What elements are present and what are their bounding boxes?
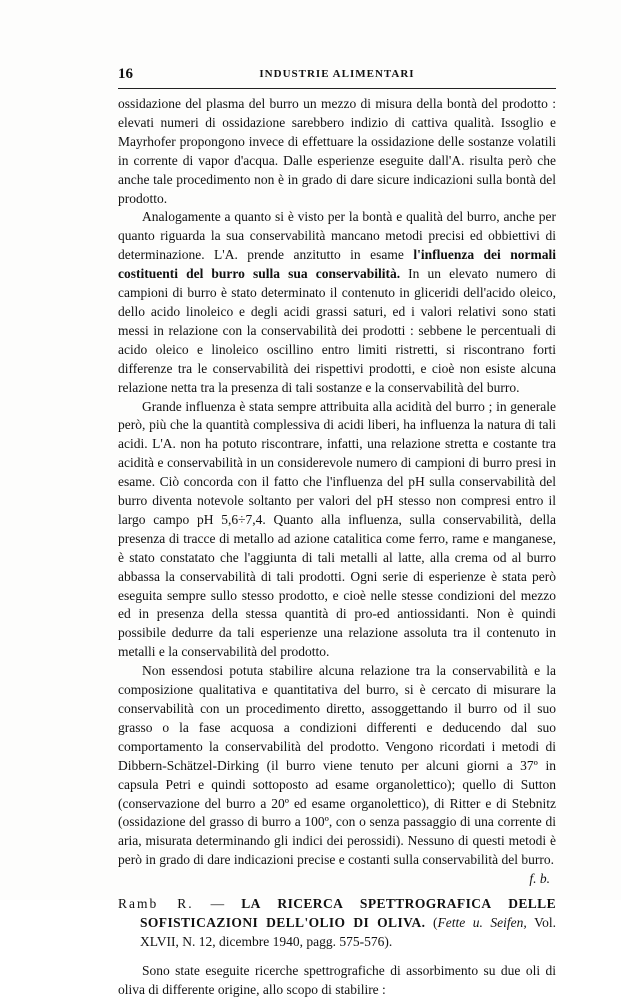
running-title: INDUSTRIE ALIMENTARI xyxy=(259,68,415,80)
page-header xyxy=(118,66,556,86)
entry-journal: Fette u. Seifen, xyxy=(437,914,527,930)
page-number: 16 xyxy=(118,66,133,82)
body-text xyxy=(118,95,556,1000)
paragraph-3: Grande influenza è stata sempre attribuita alla acidità del burro ; in generale però, più che la quantità complessiva di acidi liberi, ha influenza la natura di tali acidi. L'A. non ha potuto riscontrare, infatti, una relazione stretta e costante tra acidità e conservabilità in un considerevole numero di campioni di burro presi in esame. Ciò concorda con il fatto che l'influenza del pH sulla conservabilità del burro diventa notevole soltanto per valori del pH stesso non compresi entro il largo campo pH 5,6÷7,4. Quanto alla influenza, sulla conservabilità, della presenza di tracce di metallo ad azione catalitica come ferro, rame e manganese, è stato constatato che l'aggiunta di tali metalli al latte, alla crema od al burro abbassa la conservabilità di tali prodotti. Ogni serie di esperienze è stata però eseguita sempre sullo stesso prodotto, e cioè nelle stesse condizioni del mezzo ed in presenza della stessa quantità di pro-ed antiossidanti. Non è quindi possibile dedurre da tali esperienze una relazione assoluta tra il contenuto in metalli e la conservabilità del prodotto. xyxy=(118,398,556,660)
header-rule xyxy=(118,88,556,89)
paragraph-2-start: Analogamente a quanto si è visto per la bontà e qualità del burro, anche per quanto riguarda la sua conservabilità mancano metodi precisi ed obbiettivi di determinazione. L'A. prende anzitutto in esame xyxy=(118,209,556,263)
paragraph-2-bold: l'influenza dei normali costituenti del burro sulla sua conservabilità. xyxy=(118,247,556,282)
paragraph-2 xyxy=(118,208,556,397)
signature: f. b. xyxy=(529,871,550,887)
bibliographic-entry xyxy=(118,895,556,952)
entry-author: Ramb R. xyxy=(118,896,194,912)
entry-title: LA RICERCA SPETTROGRAFICA DELLE SOFISTICAZIONI DELL'OLIO DI OLIVA. xyxy=(140,896,556,930)
paragraph-2-end: In un elevato numero di campioni di burro è stato determinato il contenuto in gliceridi dell'acido oleico, dello acido linoleico e degli acidi grassi saturi, ed i valori relativi sono stati messi in relazione con la conservabilità dei prodotti : sebbene le percentuali di acido oleico e linoleico oscillino entro limiti ristretti, si riscontrano forti differenze tra le conservabilità dei rispettivi prodotti, e cioè non esiste alcuna relazione netta tra la presenza di tali sostanze e la conservabilità del burro. xyxy=(118,266,556,395)
entry-spacer xyxy=(118,954,556,962)
entry-citation: Vol. XLVII, N. 12, dicembre 1940, pagg. 575-576). xyxy=(140,914,556,949)
entry-open-paren: ( xyxy=(425,914,438,930)
entry-dash: — xyxy=(193,896,242,912)
paragraph-4: Non essendosi potuta stabilire alcuna relazione tra la conservabilità e la composizione qualitativa e quantitativa del burro, si è cercato di misurare la conservabilità con un procedimento diretto, assoggettando il burro od il suo grasso o la fase acquosa a condizioni differenti e deducendo dal suo comportamento la conservabilità del prodotto. Vengono ricordati i metodi di Dibbern-Schätzel-Dirking (il burro viene tenuto per alcuni giorni a 37º in capsula Petri e quindi sottoposto ad esame organolettico); quello di Sutton (conservazione del burro a 20º ed esame organolettico), di Ritter e di Stebnitz (ossidazione del grasso di burro a 100º, con o senza passaggio di una corrente di aria, misurata determinando gli indici dei perossidi). Nessuno di questi metodi è però in grado di dare indicazioni precise e costanti sulla conservabilità del burro. xyxy=(118,663,556,868)
paragraph-1: ossidazione del plasma del burro un mezzo di misura della bontà del prodotto : elevati numeri di ossidazione sarebbero indizio di cattiva qualità. Issoglio e Mayrhofer propongono invece di effettuare la ossidazione delle sostanze volatili in corrente di vapor d'acqua. Dalle esperienze eseguite dall'A. risulta però che anche tale procedimento non è in grado di dare sicure indicazioni sulla bontà del prodotto. xyxy=(118,96,556,206)
entry-intro-paragraph: Sono state eseguite ricerche spettrografiche di assorbimento su due oli di oliva di differente origine, allo scopo di stabilire : xyxy=(118,962,556,997)
